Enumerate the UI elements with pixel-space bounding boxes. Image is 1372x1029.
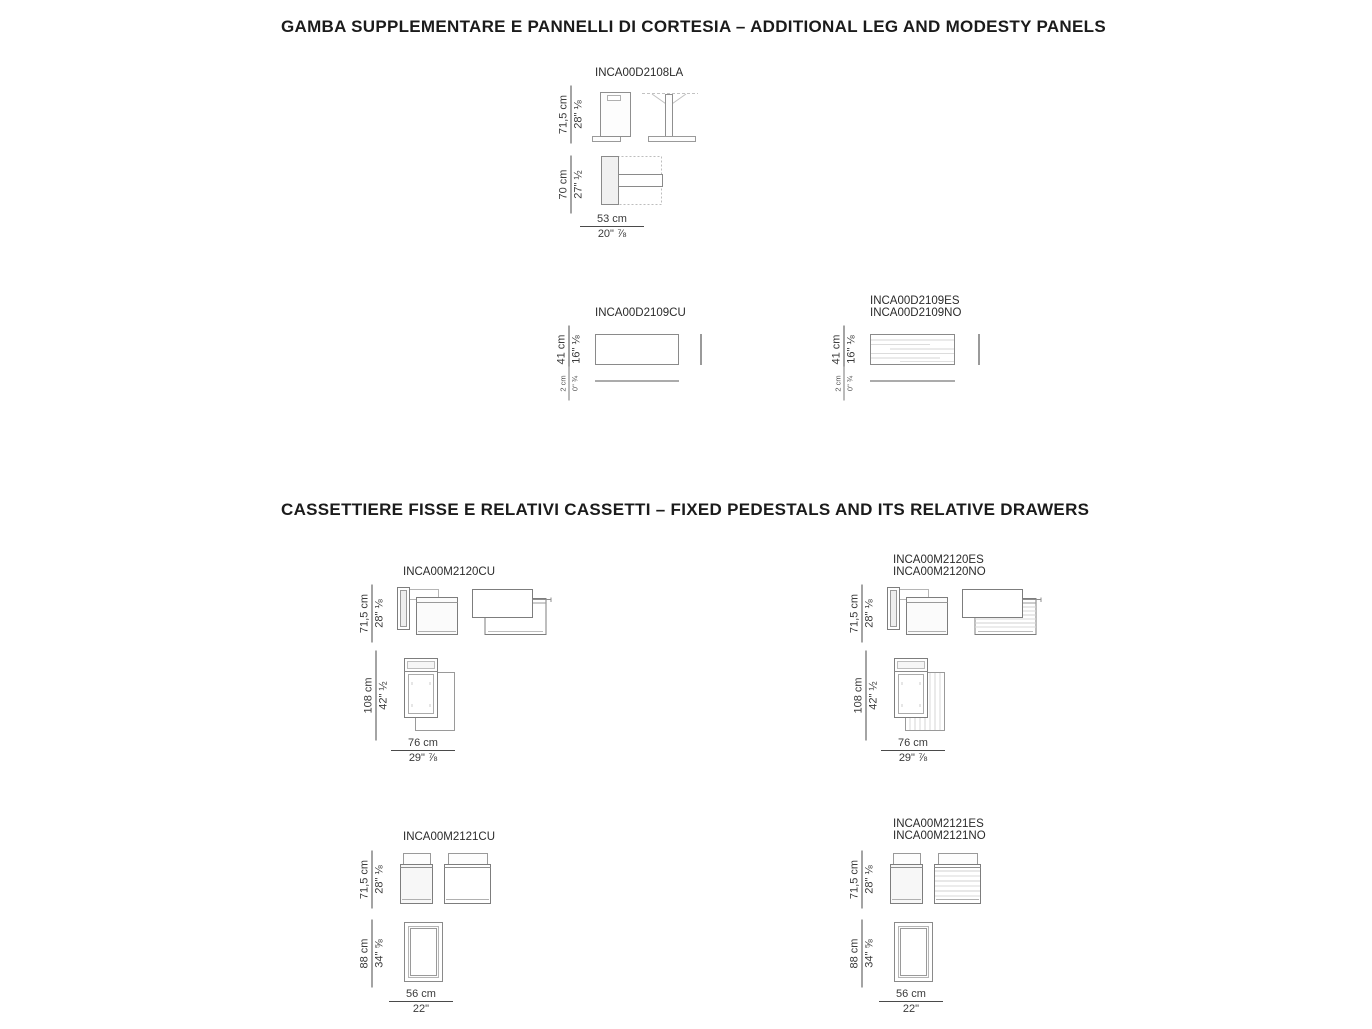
- dimension-cm: 108 cm: [853, 651, 867, 741]
- pedestal-2120cu-top-view-drawing: [398, 652, 503, 734]
- dimension-cm: 88 cm: [849, 920, 863, 988]
- pedestal-2120es-top-view-drawing: [888, 652, 993, 734]
- dimension-in: 22": [412, 1003, 430, 1015]
- dimension-2120es-width: [883, 737, 943, 764]
- dimension-cm: 56 cm: [879, 988, 943, 1002]
- dimension-panel-es-thickness: [834, 368, 855, 400]
- dimension-cm: 41 cm: [556, 326, 570, 374]
- product-code-panel-no: INCA00D2109NO: [870, 307, 962, 319]
- dimension-2120cu-height: [359, 587, 386, 641]
- dimension-in: 34" ⅝: [373, 939, 386, 968]
- dimension-cm: 76 cm: [391, 737, 455, 751]
- dimension-2120cu-width: [393, 737, 453, 764]
- dimension-cm: 76 cm: [881, 737, 945, 751]
- pedestal-2120es-front-side-drawing: [882, 586, 1042, 638]
- panel-es-front-drawing: [870, 334, 955, 365]
- dimension-leg-width: [582, 213, 642, 240]
- drawer-2121cu-top-view-drawing: [403, 921, 445, 984]
- dimension-cm: 108 cm: [363, 651, 377, 741]
- dimension-2121cu-depth: [359, 922, 386, 986]
- dimension-cm: 71,5 cm: [359, 851, 373, 909]
- panel-cu-front-drawing: [595, 334, 679, 365]
- dimension-cm: 71,5 cm: [359, 585, 373, 643]
- dimension-leg-height: [558, 88, 585, 142]
- section-title-leg-panels: GAMBA SUPPLEMENTARE E PANNELLI DI CORTESIA – ADDITIONAL LEG AND MODESTY PANELS: [281, 17, 1106, 36]
- dimension-cm: 71,5 cm: [849, 585, 863, 643]
- dimension-in: 27" ½: [572, 170, 585, 199]
- dimension-in: 28" ⅛: [373, 865, 386, 894]
- drawer-2121es-front-side-drawing: [888, 852, 1013, 907]
- product-code-2120es: INCA00M2120ES: [893, 554, 984, 566]
- dimension-in: 34" ⅝: [863, 939, 876, 968]
- dimension-2120es-height: [849, 587, 876, 641]
- product-code-panel-es: INCA00D2109ES: [870, 295, 960, 307]
- product-code-2121cu: INCA00M2121CU: [403, 831, 496, 843]
- product-code-leg: INCA00D2108LA: [595, 67, 684, 79]
- dimension-in: 29" ⅞: [408, 752, 438, 764]
- dimension-2121es-width: [881, 988, 941, 1015]
- dimension-in: 16" ⅛: [570, 335, 583, 364]
- dimension-in: 28" ⅛: [863, 865, 876, 894]
- dimension-panel-es-height: [831, 328, 858, 372]
- dimension-cm: 2 cm: [834, 367, 845, 401]
- dimension-cm: 71,5 cm: [849, 851, 863, 909]
- leg-front-side-drawing: [592, 86, 704, 144]
- dimension-2121cu-height: [359, 853, 386, 907]
- dimension-cm: 53 cm: [580, 213, 644, 227]
- dimension-panel-cu-height: [556, 328, 583, 372]
- dimension-cm: 70 cm: [558, 156, 572, 214]
- dimension-cm: 88 cm: [359, 920, 373, 988]
- dimension-2121es-depth: [849, 922, 876, 986]
- dimension-cm: 2 cm: [559, 367, 570, 401]
- dimension-in: 28" ⅛: [572, 100, 585, 129]
- dimension-in: 42" ½: [867, 681, 880, 710]
- product-code-2120no: INCA00M2120NO: [893, 566, 986, 578]
- dimension-in: 28" ⅛: [373, 599, 386, 628]
- dimension-cm: 41 cm: [831, 326, 845, 374]
- dimension-cm: 56 cm: [389, 988, 453, 1002]
- dimension-in: 16" ⅛: [845, 335, 858, 364]
- panel-es-top-view: [870, 380, 955, 382]
- product-code-2120cu: INCA00M2120CU: [403, 566, 496, 578]
- panel-cu-top-view: [595, 380, 679, 382]
- dimension-2120es-depth: [853, 653, 880, 739]
- dimension-2120cu-depth: [363, 653, 390, 739]
- dimension-in: 28" ⅛: [863, 599, 876, 628]
- product-code-panel-cu: INCA00D2109CU: [595, 307, 686, 319]
- panel-es-side-view: [978, 334, 980, 365]
- leg-top-view-drawing: [593, 155, 683, 208]
- dimension-2121cu-width: [391, 988, 451, 1015]
- dimension-2121es-height: [849, 853, 876, 907]
- product-code-2121no: INCA00M2121NO: [893, 830, 986, 842]
- panel-cu-side-view: [700, 334, 702, 365]
- drawer-2121cu-front-side-drawing: [398, 852, 523, 907]
- dimension-cm: 71,5 cm: [558, 86, 572, 144]
- dimension-in: 22": [902, 1003, 920, 1015]
- dimension-in: 0" ¾: [845, 375, 855, 392]
- drawer-2121es-top-view-drawing: [893, 921, 935, 984]
- product-code-2121es: INCA00M2121ES: [893, 818, 984, 830]
- dimension-leg-depth: [558, 158, 585, 212]
- dimension-in: 0" ¾: [570, 375, 580, 392]
- dimension-in: 42" ½: [377, 681, 390, 710]
- pedestal-2120cu-front-side-drawing: [392, 586, 552, 638]
- dimension-panel-cu-thickness: [559, 368, 580, 400]
- dimension-in: 20" ⅞: [597, 228, 627, 240]
- section-title-pedestals: CASSETTIERE FISSE E RELATIVI CASSETTI – FIXED PEDESTALS AND ITS RELATIVE DRAWERS: [281, 500, 1090, 519]
- dimension-in: 29" ⅞: [898, 752, 928, 764]
